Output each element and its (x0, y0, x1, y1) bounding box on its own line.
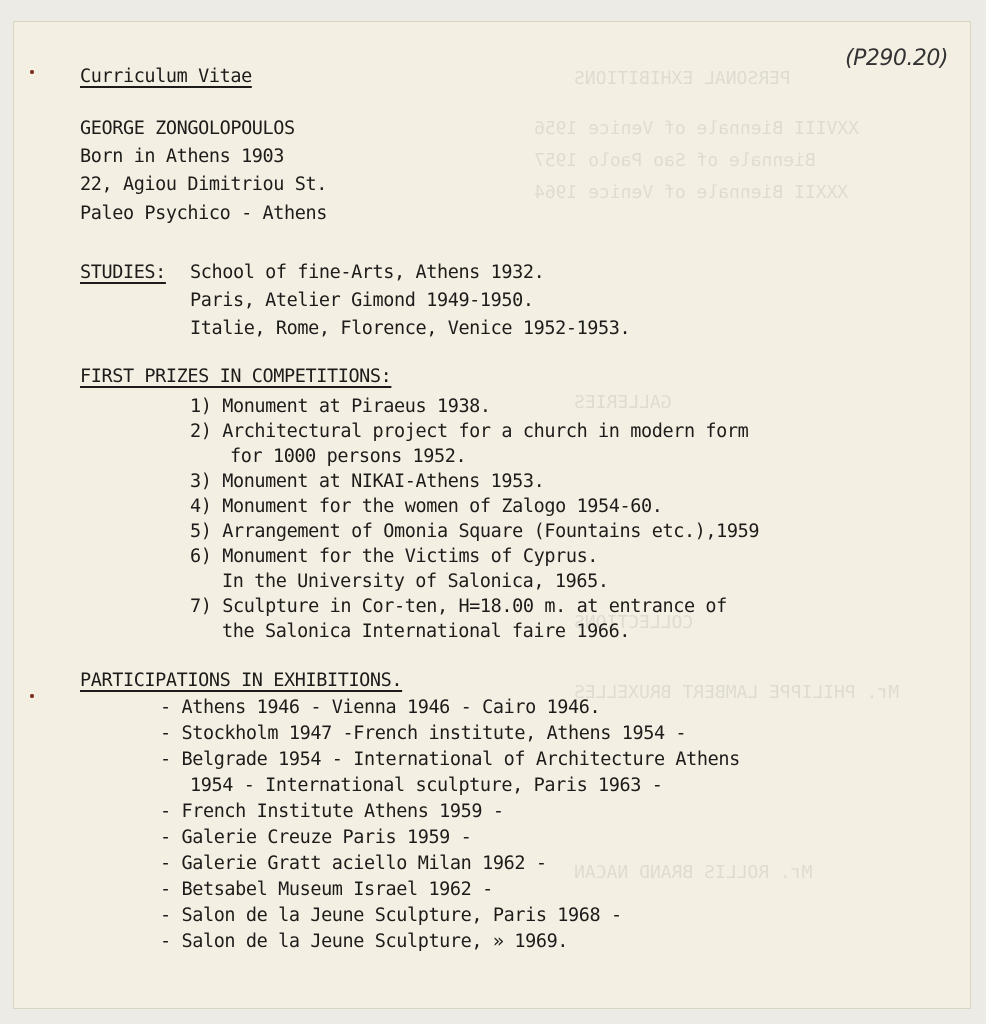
exhibition-line: - Athens 1946 - Vienna 1946 - Cairo 1946. (160, 697, 601, 718)
document-sheet (14, 22, 970, 1008)
bleed-through: Mr. ROLLIS BRAND NACAN (574, 862, 813, 883)
studies-line: Italie, Rome, Florence, Venice 1952-1953. (190, 318, 631, 339)
prizes-heading: FIRST PRIZES IN COMPETITIONS: (80, 366, 392, 387)
bleed-through: PERSONAL EXHIBITIONS (574, 68, 791, 89)
bleed-through: Biennale of Sao Paolo 1957 (534, 150, 816, 171)
prize-line: 5) Arrangement of Omonia Square (Fountains etc.),1959 (190, 521, 760, 542)
birth-info: Born in Athens 1903 (80, 146, 285, 167)
exhibition-line: - Galerie Creuze Paris 1959 - (160, 827, 472, 848)
exhibition-line: - Galerie Gratt aciello Milan 1962 - (160, 853, 547, 874)
prize-line: 2) Architectural project for a church in modern form (190, 421, 749, 442)
studies-heading: STUDIES: (80, 262, 166, 283)
prize-line: In the University of Salonica, 1965. (222, 571, 609, 592)
prize-line: 1) Monument at Piraeus 1938. (190, 396, 491, 417)
studies-line: School of fine-Arts, Athens 1932. (190, 262, 545, 283)
stain-mark (30, 70, 34, 74)
archive-reference: (P290.20) (845, 46, 948, 71)
stain-mark (30, 694, 34, 698)
exhibition-line: - Betsabel Museum Israel 1962 - (160, 879, 493, 900)
address-line-2: Paleo Psychico - Athens (80, 203, 327, 224)
exhibition-line: - Stockholm 1947 -French institute, Athens 1954 - (160, 723, 687, 744)
exhibition-line: - Belgrade 1954 - International of Architecture Athens (160, 749, 740, 770)
bleed-through: GALLERIES (574, 392, 672, 413)
prize-line: 7) Sculpture in Cor-ten, H=18.00 m. at entrance of (190, 596, 727, 617)
bleed-through: XXVIII Biennale of Venice 1956 (534, 118, 860, 139)
prize-line: for 1000 persons 1952. (230, 446, 467, 467)
prize-line: the Salonica International faire 1966. (222, 621, 631, 642)
exhibition-line: - Salon de la Jeune Sculpture, » 1969. (160, 931, 569, 952)
exhibition-line: - Salon de la Jeune Sculpture, Paris 1968 - (160, 905, 622, 926)
bleed-through: XXXII Biennale of Venice 1964 (534, 182, 849, 203)
address-line-1: 22, Agiou Dimitriou St. (80, 174, 327, 195)
studies-line: Paris, Atelier Gimond 1949-1950. (190, 290, 534, 311)
person-name: GEORGE ZONGOLOPOULOS (80, 118, 295, 139)
exhibition-line: 1954 - International sculpture, Paris 1963 - (190, 775, 663, 796)
prize-line: 3) Monument at NIKAI-Athens 1953. (190, 471, 545, 492)
prize-line: 6) Monument for the Victims of Cyprus. (190, 546, 599, 567)
bleed-through: Mr. PHILIPPE LAMBERT BRUXELLES (574, 682, 900, 703)
document-title: Curriculum Vitae (80, 66, 252, 87)
exhibitions-heading: PARTICIPATIONS IN EXHIBITIONS. (80, 670, 403, 691)
exhibition-line: - French Institute Athens 1959 - (160, 801, 504, 822)
prize-line: 4) Monument for the women of Zalogo 1954-60. (190, 496, 663, 517)
bleed-through: COLLECTIONS (574, 612, 694, 633)
